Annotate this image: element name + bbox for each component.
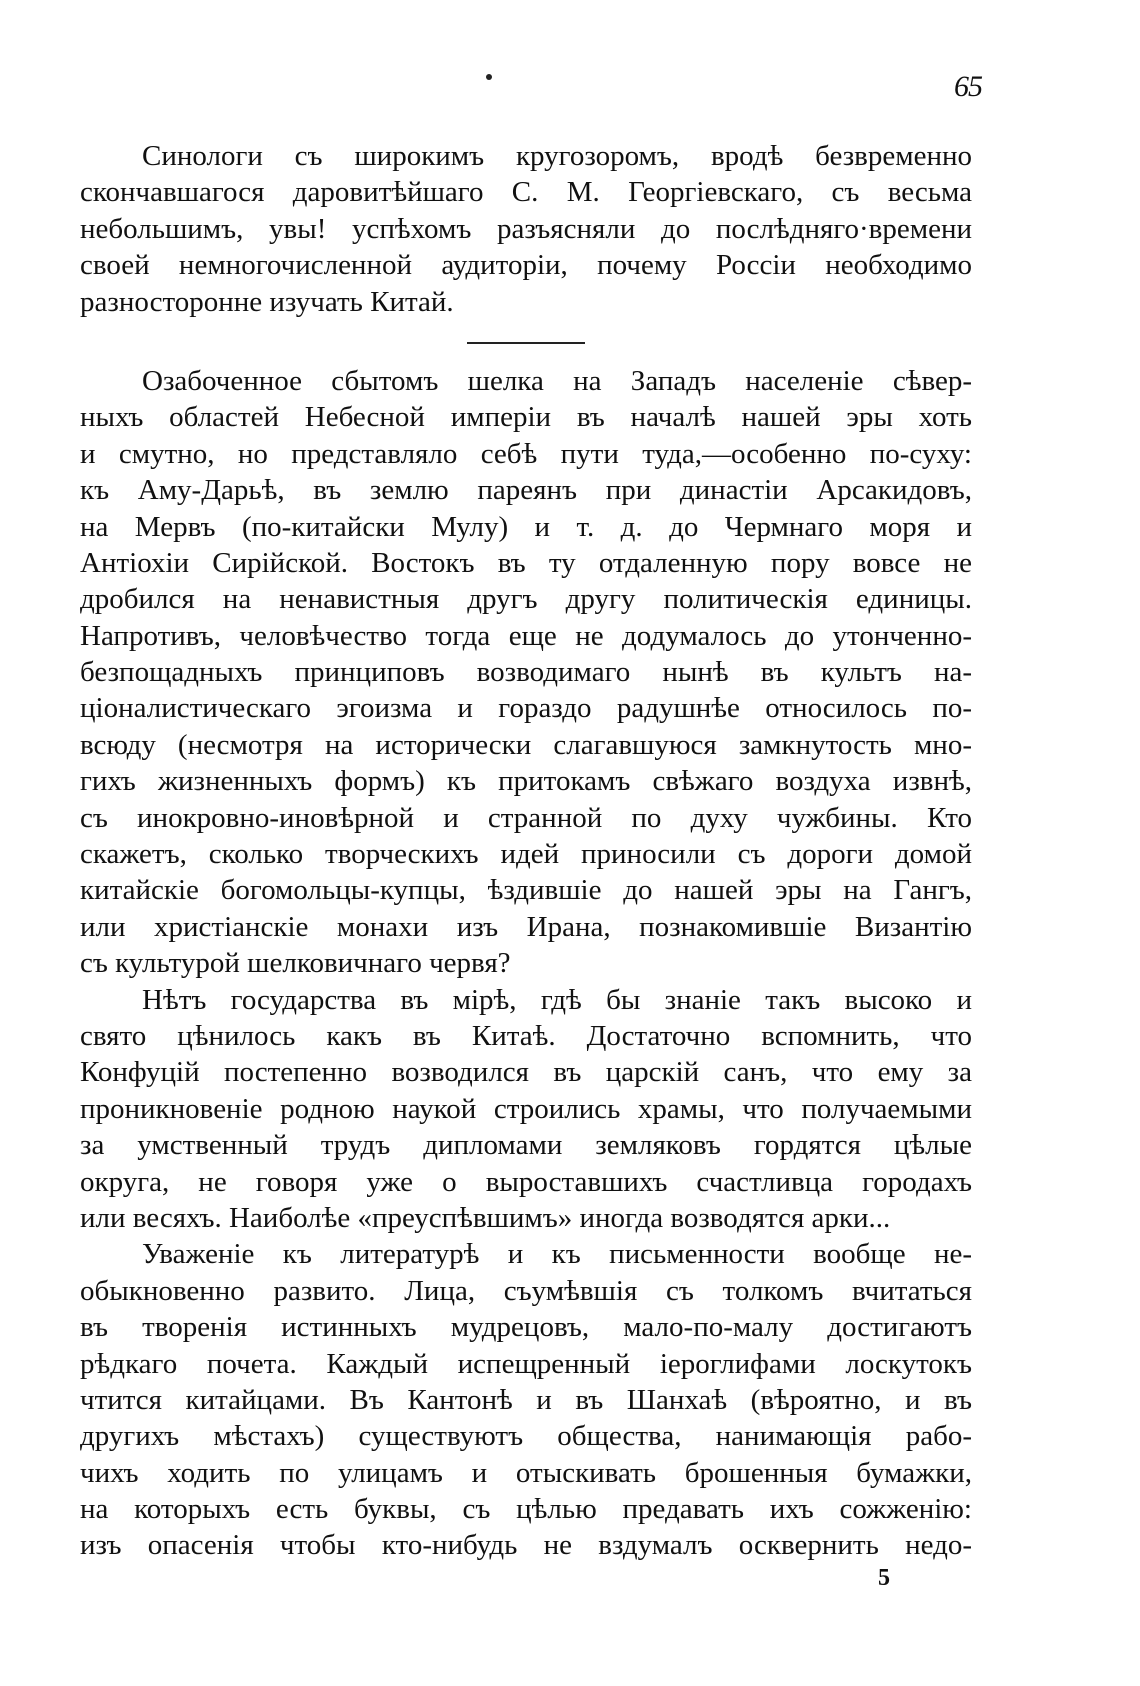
text-line: другихъ мѣстахъ) существуютъ общества, нанимающія рабо- xyxy=(80,1420,972,1453)
intro-paragraph xyxy=(80,138,972,320)
text-line: безпощадныхъ принциповъ возводимаго нынѣ въ культъ на- xyxy=(80,656,972,689)
text-line: Синологи съ широкимъ кругозоромъ, вродѣ безвременно xyxy=(142,140,972,172)
text-line: разносторонне изучать Китай. xyxy=(80,285,454,318)
text-line: на которыхъ есть буквы, съ цѣлью предавать ихъ сожженію: xyxy=(80,1493,972,1526)
text-line: или весяхъ. Наиболѣе «преуспѣвшимъ» иногда возводятся арки... xyxy=(80,1201,891,1234)
text-line: гихъ жизненныхъ формъ) къ притокамъ свѣжаго воздуха извнѣ, xyxy=(80,765,972,798)
text-line: изъ опасенія чтобы кто-нибудь не вздумалъ осквернить недо- xyxy=(80,1529,972,1562)
text-line: Антіохіи Сирійской. Востокъ въ ту отдаленную пору вовсе не xyxy=(80,546,972,579)
text-line: скончавшагося даровитѣйшаго С. М. Георгіевскаго, съ весьма xyxy=(80,176,972,209)
text-line: Нѣтъ государства въ мірѣ, гдѣ бы знаніе такъ высоко и xyxy=(142,983,972,1016)
paragraph xyxy=(80,1236,972,1564)
paragraph xyxy=(80,982,972,1237)
text-line: Озабоченное сбытомъ шелка на Западъ населеніе сѣвер- xyxy=(142,364,972,397)
text-line: Напротивъ, человѣчество тогда еще не додумалось до утонченно- xyxy=(80,619,972,652)
text-line: проникновеніе родною наукой строились храмы, что получаемыми xyxy=(80,1092,972,1125)
text-line: ныхъ областей Небесной имперіи въ началѣ нашей эры хоть xyxy=(80,401,972,434)
text-line: съ культурой шелковичнаго червя? xyxy=(80,947,511,980)
text-line: свято цѣнилось какъ въ Китаѣ. Достаточно вспомнить, что xyxy=(80,1019,972,1052)
text-line: въ творенія истинныхъ мудрецовъ, мало-по-малу достигаютъ xyxy=(80,1311,972,1344)
text-line: рѣдкаго почета. Каждый испещренный іероглифами лоскутокъ xyxy=(80,1347,972,1380)
paragraph xyxy=(80,363,972,982)
signature-mark: 5 xyxy=(878,1565,890,1591)
text-line: Уваженіе къ литературѣ и къ письменности вообще не- xyxy=(142,1238,972,1271)
text-line: на Мервъ (по-китайски Мулу) и т. д. до Чермнаго моря и xyxy=(80,510,972,543)
text-line: чихъ ходить по улицамъ и отыскивать брошенныя бумажки, xyxy=(80,1456,972,1489)
text-line: къ Аму-Дарьѣ, въ землю пареянъ при династіи Арсакидовъ, xyxy=(80,474,972,507)
text-line: за умственный трудъ дипломами земляковъ гордятся цѣлые xyxy=(80,1129,972,1162)
text-line: округа, не говоря уже о выроставшихъ счастливца городахъ xyxy=(80,1165,972,1198)
text-line: небольшимъ, увы! успѣхомъ разъясняли до послѣдняго·времени xyxy=(80,212,972,245)
text-line: Конфуцій постепенно возводился въ царскій санъ, что ему за xyxy=(80,1056,972,1089)
text-line: всюду (несмотря на исторически слагавшуюся замкнутость мно- xyxy=(80,728,972,761)
print-speck xyxy=(486,74,492,80)
text-line: ціоналистическаго эгоизма и гораздо радушнѣе относилось по- xyxy=(80,692,972,725)
text-line: скажетъ, сколько творческихъ идей приносили съ дороги домой xyxy=(80,838,972,871)
text-line: съ инокровно-иновѣрной и странной по духу чужбины. Кто xyxy=(80,801,972,834)
section-separator-rule xyxy=(467,342,585,344)
text-line: и смутно, но представляло себѣ пути туда,—особенно по-суху: xyxy=(80,437,972,470)
text-line: обыкновенно развито. Лица, съумѣвшія съ толкомъ вчитаться xyxy=(80,1274,972,1307)
text-line: китайскіе богомольцы-купцы, ѣздившіе до нашей эры на Гангъ, xyxy=(80,874,972,907)
text-line: своей немногочисленной аудиторіи, почему Россіи необходимо xyxy=(80,249,972,282)
text-line: или христіанскіе монахи изъ Ирана, познакомившіе Византію xyxy=(80,910,972,943)
page-number: 65 xyxy=(954,70,982,103)
text-line: дробился на ненавистныя другъ другу политическія единицы. xyxy=(80,583,972,616)
text-block xyxy=(80,138,972,1564)
text-line: чтится китайцами. Въ Кантонѣ и въ Шанхаѣ (вѣроятно, и въ xyxy=(80,1383,972,1416)
